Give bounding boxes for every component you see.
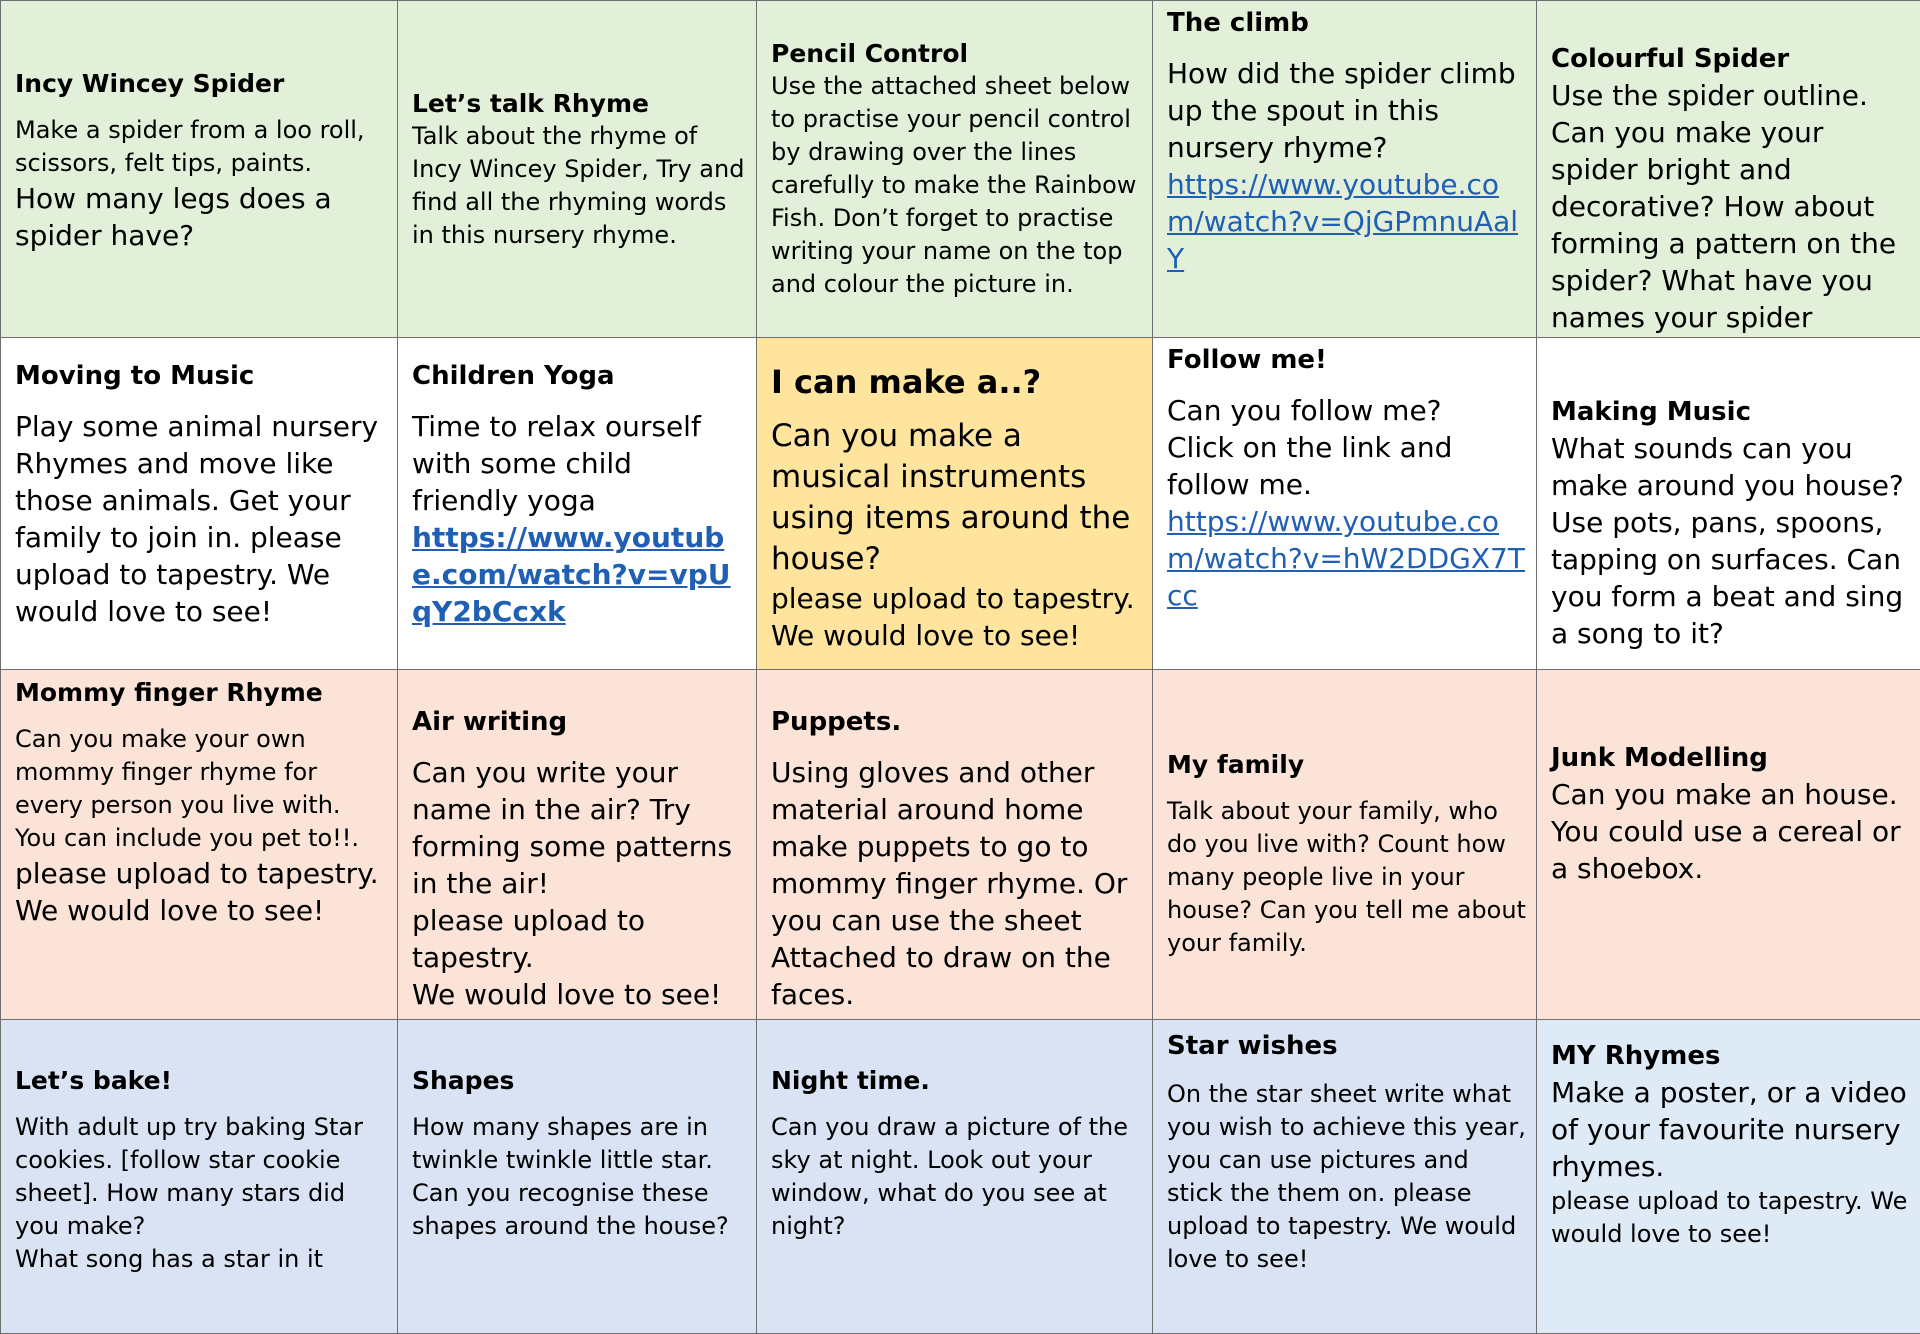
activity-cell [757, 1, 1153, 338]
activity-title: Let’s talk Rhyme [412, 87, 746, 120]
activity-title: Follow me! [1167, 342, 1526, 378]
activity-title: Pencil Control [771, 37, 1142, 70]
activity-title: I can make a..? [771, 362, 1142, 402]
activity-cell [1, 1, 398, 338]
activity-title: Let’s bake! [15, 1064, 387, 1097]
youtube-link[interactable]: https://www.youtube.com/watch?v=QjGPmnuAalY [1167, 166, 1526, 277]
activity-cell [398, 1, 757, 338]
activity-text: How many shapes are in twinkle twinkle little star. Can you recognise these shapes around the house? [412, 1111, 746, 1243]
activity-title: The climb [1167, 5, 1526, 41]
activity-text: Make a poster, or a video of your favourite nursery rhymes. [1551, 1074, 1910, 1185]
activity-text: please upload to tapestry. We would love to see! [1551, 1185, 1910, 1251]
activity-cell [1537, 1020, 1920, 1334]
activity-title: Air writing [412, 704, 746, 740]
activity-cell [757, 670, 1153, 1020]
activity-title: Moving to Music [15, 358, 387, 394]
activity-cell [1153, 1, 1537, 338]
activity-text: How many legs does a spider have? [15, 180, 387, 254]
activity-text: What sounds can you make around you house? Use pots, pans, spoons, tapping on surfaces. Can you form a beat and sing a song to it? [1551, 430, 1910, 652]
activity-title: Children Yoga [412, 358, 746, 394]
activity-text: Can you draw a picture of the sky at night. Look out your window, what do you see at night? [771, 1111, 1142, 1243]
activity-text: With adult up try baking Star cookies. [follow star cookie sheet]. How many stars did you make? What song has a star in it [15, 1111, 387, 1276]
activity-text: Can you make your own mommy finger rhyme for every person you live with. You can include you pet to!!. [15, 723, 387, 855]
activity-text: Talk about the rhyme of Incy Wincey Spider, Try and find all the rhyming words in this nursery rhyme. [412, 120, 746, 252]
grid-row [1, 670, 1920, 1020]
activity-cell [398, 338, 757, 670]
activity-cell [1537, 338, 1920, 670]
youtube-link[interactable]: https://www.youtube.com/watch?v=hW2DDGX7Tcc [1167, 503, 1526, 614]
activity-text: Can you make an house. You could use a cereal or a shoebox. [1551, 776, 1910, 887]
grid-row [1, 1, 1920, 338]
activity-title: Mommy finger Rhyme [15, 676, 387, 709]
activity-title: Junk Modelling [1551, 740, 1910, 776]
activity-text: Make a spider from a loo roll, scissors, felt tips, paints. [15, 114, 387, 180]
activity-cell [1153, 670, 1537, 1020]
activity-cell [1153, 338, 1537, 670]
activity-text: Use the spider outline. Can you make your spider bright and decorative? How about forming a pattern on the spider? What have you names your spider [1551, 77, 1910, 336]
youtube-link[interactable]: https://www.youtube.com/watch?v=vpUqY2bCcxk [412, 519, 746, 630]
activity-title: Puppets. [771, 704, 1142, 740]
activity-cell [1537, 670, 1920, 1020]
activity-title: My family [1167, 748, 1526, 781]
activity-text: Can you write your name in the air? Try forming some patterns in the air! please upload to tapestry. We would love to see! [412, 754, 746, 1013]
activity-title: MY Rhymes [1551, 1038, 1910, 1074]
activity-cell [1, 338, 398, 670]
activity-title: Night time. [771, 1064, 1142, 1097]
activity-text: please upload to tapestry. We would love to see! [771, 580, 1142, 654]
grid-row [1, 338, 1920, 670]
activity-text: Talk about your family, who do you live with? Count how many people live in your house? Can you tell me about your family. [1167, 795, 1526, 960]
activity-text: On the star sheet write what you wish to achieve this year, you can use pictures and stick the them on. please upload to tapestry. We would love to see! [1167, 1078, 1526, 1276]
activity-text: Can you follow me? Click on the link and follow me. [1167, 392, 1526, 503]
grid-row [1, 1020, 1920, 1334]
activity-text: How did the spider climb up the spout in this nursery rhyme? [1167, 55, 1526, 166]
activity-cell [1537, 1, 1920, 338]
activity-cell [757, 1020, 1153, 1334]
activity-cell [1, 1020, 398, 1334]
activity-text: Using gloves and other material around home make puppets to go to mommy finger rhyme. Or you can use the sheet Attached to draw on the faces. [771, 754, 1142, 1013]
activity-title: Colourful Spider [1551, 41, 1910, 77]
activity-cell [1, 670, 398, 1020]
activity-text: Play some animal nursery Rhymes and move like those animals. Get your family to join in. please upload to tapestry. We would love to see! [15, 408, 387, 630]
activity-text: Can you make a musical instruments using items around the house? [771, 416, 1142, 580]
activity-text: Time to relax ourself with some child friendly yoga [412, 408, 746, 519]
activity-cell [757, 338, 1153, 670]
activity-title: Shapes [412, 1064, 746, 1097]
activity-cell [398, 670, 757, 1020]
activity-cell [1153, 1020, 1537, 1334]
activity-title: Making Music [1551, 394, 1910, 430]
activity-text: please upload to tapestry. We would love to see! [15, 855, 387, 929]
activity-text: Use the attached sheet below to practise your pencil control by drawing over the lines carefully to make the Rainbow Fish. Don’t forget to practise writing your name on the top and colour the picture in. [771, 70, 1142, 301]
activity-cell [398, 1020, 757, 1334]
activity-title: Star wishes [1167, 1028, 1526, 1064]
activity-title: Incy Wincey Spider [15, 67, 387, 100]
